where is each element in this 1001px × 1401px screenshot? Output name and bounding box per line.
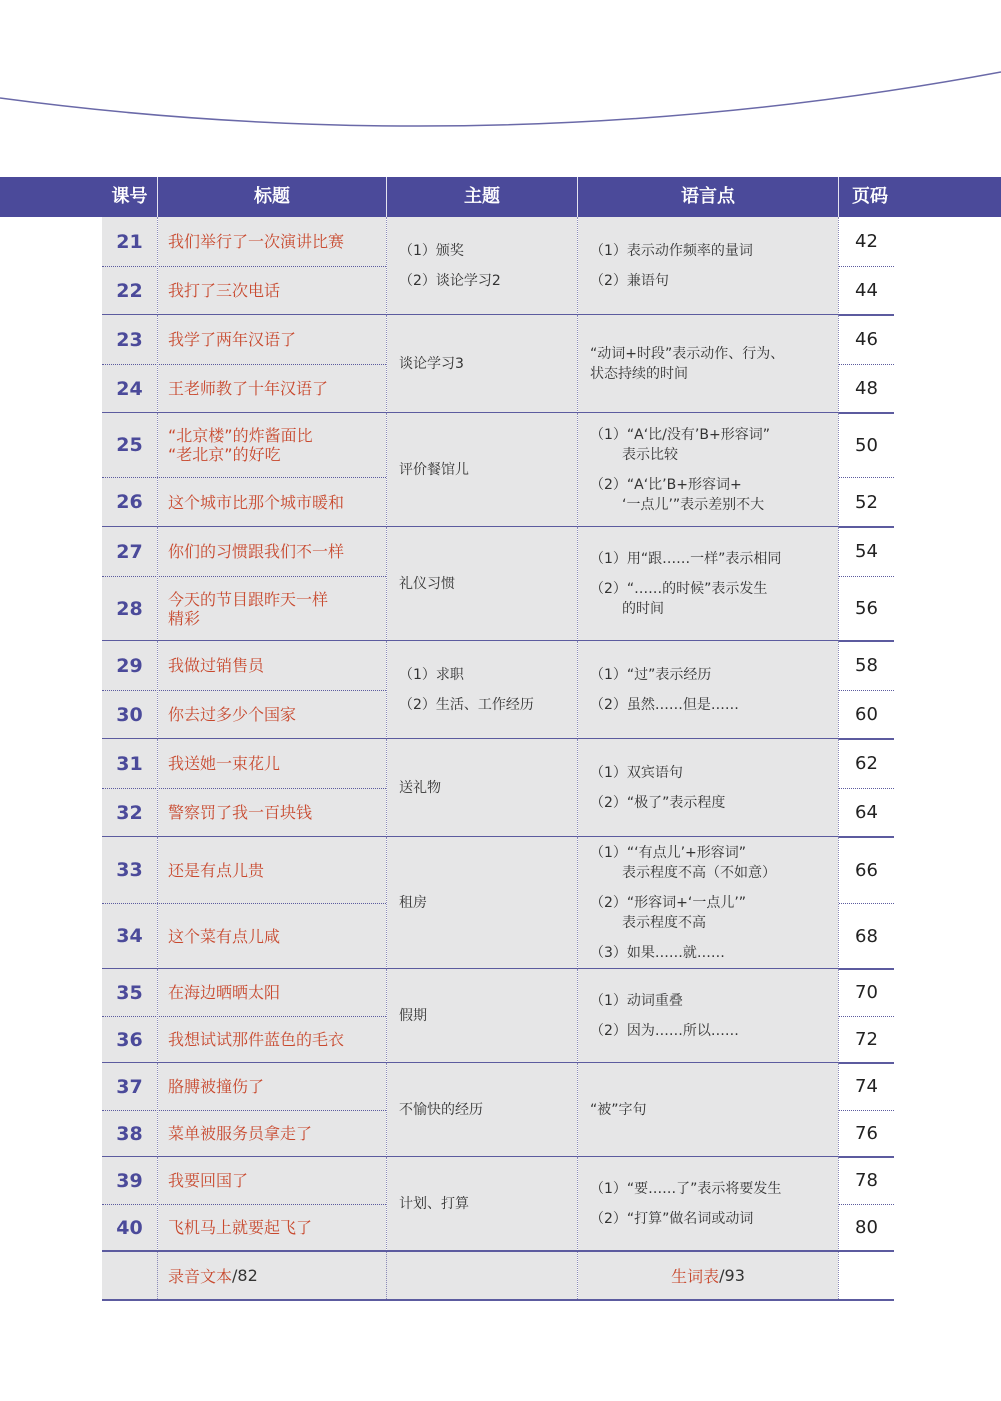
language-point-cell [578,527,838,641]
theme-cell [387,641,577,739]
lesson-title-text: 我做过销售员 [168,656,265,675]
page-number: 56 [855,598,878,619]
lesson-number: 23 [116,328,143,351]
page-number: 68 [855,925,878,947]
page-number: 58 [855,655,878,676]
lesson-title-link[interactable] [158,690,386,739]
language-point [590,793,830,813]
page-number: 54 [855,541,878,562]
column-divider [157,969,158,1063]
theme-item: （1）求职 [399,667,464,683]
column-divider [157,1252,158,1299]
transcript-page: /82 [232,1266,258,1285]
vocabulary-page: /93 [719,1266,745,1285]
page-number: 50 [855,434,878,456]
language-point [590,579,830,619]
theme-item: 不愉快的经历 [399,1102,483,1118]
column-divider [386,1063,387,1157]
theme-item: （2）生活、工作经历 [399,697,534,713]
column-divider [577,217,578,315]
page-number: 62 [855,753,878,774]
column-divider [386,413,387,527]
column-divider [157,837,158,969]
language-point-cell [578,217,838,315]
column-divider [157,413,158,527]
lesson-title-text: 王老师教了十年汉语了 [168,379,329,398]
language-point-cell [578,413,838,527]
language-point-cell [578,1063,838,1157]
column-divider [838,1157,839,1251]
column-divider [386,969,387,1063]
lesson-title-link[interactable] [158,217,386,266]
column-divider [386,1252,387,1299]
language-point-line: 的时间 [622,601,664,617]
column-divider [838,969,839,1063]
language-point-line: （1）“要……了”表示将要发生 [590,1181,782,1197]
lesson-title-text: 这个城市比那个城市暖和 [168,492,345,512]
lesson-number: 30 [116,703,143,726]
lesson-number: 31 [116,752,143,775]
lesson-title-text: 警察罚了我一百块钱 [168,803,313,822]
decorative-curve [0,0,1001,160]
theme-cell [387,969,577,1063]
theme-item: （2）谈论学习2 [399,273,501,289]
lesson-title-text: 这个菜有点儿咸 [168,926,281,946]
language-point-line: “被”字句 [590,1102,647,1118]
column-divider [577,739,578,837]
language-point-line: （1）“过”表示经历 [590,667,712,683]
transcript-link[interactable] [168,1252,368,1299]
column-divider [577,837,578,969]
lesson-title-text: 我学了两年汉语了 [168,330,297,349]
lesson-title-link[interactable] [158,477,386,527]
column-divider [838,1063,839,1157]
theme-cell [387,217,577,315]
language-point-cell [578,969,838,1063]
column-divider [577,641,578,739]
page-number: 70 [855,982,878,1003]
language-point [590,991,830,1011]
header-lesson-number: 课号 [111,186,148,207]
language-point-line: （2）“……的时候”表示发生 [590,581,768,597]
language-point-line: （2）因为……所以…… [590,1023,739,1039]
lesson-number: 38 [116,1122,143,1145]
table-bottom-rule [102,1299,894,1301]
language-point-cell [578,641,838,739]
lesson-title-link[interactable] [158,315,386,364]
header-title: 标题 [254,186,290,207]
lesson-title-link[interactable] [158,1204,386,1251]
page-number: 74 [855,1076,878,1097]
page-number: 48 [855,378,878,399]
language-point-line: （1）动词重叠 [590,993,683,1009]
page-number: 80 [855,1217,878,1238]
language-point-line: 表示程度不高（不如意） [622,865,776,881]
column-divider [386,837,387,969]
header-theme: 主题 [464,186,500,207]
language-point-line: （2）兼语句 [590,273,669,289]
vocabulary-label: 生词表 [671,1267,720,1286]
column-divider [577,969,578,1063]
language-point-line: （2）“打算”做名词或动词 [590,1211,754,1227]
lesson-title-link[interactable] [158,1110,386,1157]
lesson-title-link[interactable] [158,641,386,690]
lesson-title-text: 还是有点儿贵 [168,860,265,880]
page-number: 64 [855,802,878,823]
page-number: 76 [855,1123,878,1144]
language-point-line: （1）“A‘比/没有’B+形容词” [590,427,770,443]
language-point [590,763,830,783]
column-divider [386,217,387,315]
theme-item: 租房 [399,895,427,911]
column-divider [386,739,387,837]
language-point [590,665,830,685]
language-point-line: （3）如果……就…… [590,945,725,961]
lesson-title-text: 今天的节目跟昨天一样 精彩 [168,589,329,628]
column-divider [157,1063,158,1157]
language-point-cell [578,739,838,837]
page-number: 78 [855,1170,878,1191]
lesson-title-link[interactable] [158,837,386,903]
language-point-line: （2）“A‘比’B+形容词+ [590,477,742,493]
theme-item: 假期 [399,1008,427,1024]
column-divider [838,217,839,315]
lesson-title-text: 我想试试那件蓝色的毛衣 [168,1030,345,1049]
language-point-line: （1）“‘有点儿’+形容词” [590,845,747,861]
language-point [590,1209,830,1229]
table-header [0,177,1001,217]
theme-cell [387,315,577,413]
table-of-contents [0,217,1001,1317]
lesson-title-link[interactable] [158,1063,386,1110]
language-point-line: 表示程度不高 [622,915,706,931]
language-point-line: 状态持续的时间 [590,366,688,382]
theme-cell [387,739,577,837]
lesson-title-link[interactable] [158,969,386,1016]
column-divider [838,413,839,527]
lesson-title-text: 在海边晒晒太阳 [168,983,281,1002]
theme-item: 评价餐馆儿 [399,462,469,478]
theme-cell [387,837,577,969]
lesson-title-link[interactable] [158,739,386,788]
lesson-number: 24 [116,377,143,400]
lesson-title-link[interactable] [158,364,386,413]
page-number: 46 [855,329,878,350]
language-point [590,475,830,515]
lesson-number: 37 [116,1075,143,1098]
column-divider [838,1252,839,1299]
transcript-label: 录音文本 [168,1267,233,1286]
theme-item: 计划、打算 [399,1196,469,1212]
language-point [590,344,830,384]
vocabulary-link[interactable] [578,1252,838,1299]
column-divider [157,527,158,641]
header-page: 页码 [852,186,888,207]
column-divider [838,641,839,739]
language-point [590,425,830,465]
page-number: 52 [855,491,878,513]
page-number: 42 [855,231,878,252]
lesson-number: 32 [116,801,143,824]
language-point [590,843,830,883]
column-divider [157,1157,158,1251]
lesson-number: 26 [116,491,143,513]
language-point-line: （2）“极了”表示程度 [590,795,726,811]
column-divider [577,1063,578,1157]
lesson-number: 33 [116,859,143,881]
language-point-line: 表示比较 [622,447,678,463]
lesson-number: 36 [116,1028,143,1051]
language-point-cell [578,1157,838,1251]
lesson-title-text: 菜单被服务员拿走了 [168,1124,313,1143]
language-point-line: （1）表示动作频率的量词 [590,243,753,259]
column-divider [386,641,387,739]
page-number: 72 [855,1029,878,1050]
lesson-number: 28 [116,597,143,620]
language-point [590,271,830,291]
lesson-number: 27 [116,540,143,563]
column-divider [838,315,839,413]
language-point [590,943,830,963]
lesson-number: 29 [116,654,143,677]
language-point-line: （1）双宾语句 [590,765,683,781]
language-point [590,241,830,261]
theme-item: （1）颁奖 [399,243,464,259]
column-divider [577,1157,578,1251]
lesson-title-text: 我打了三次电话 [168,281,281,300]
page-number: 44 [855,280,878,301]
language-point [590,695,830,715]
page-number: 66 [855,859,878,881]
lesson-title-text: 胳膊被撞伤了 [168,1077,265,1096]
lesson-title-text: 我们举行了一次演讲比赛 [168,232,345,251]
language-point [590,1179,830,1199]
language-point [590,1021,830,1041]
lesson-title-link[interactable] [158,266,386,315]
column-divider [577,315,578,413]
theme-item: 送礼物 [399,780,441,796]
language-point-line: （1）用“跟……一样”表示相同 [590,551,782,567]
lesson-number: 21 [116,230,143,253]
lesson-title-text: 我送她一束花儿 [168,754,281,773]
theme-cell [387,527,577,641]
column-divider [157,739,158,837]
lesson-title-link[interactable] [158,1157,386,1204]
column-divider [577,413,578,527]
language-point-line: “动词+时段”表示动作、行为、 [590,346,785,362]
column-divider [577,1252,578,1299]
language-point [590,893,830,933]
page-number: 60 [855,704,878,725]
theme-cell [387,1157,577,1251]
lesson-number: 25 [116,434,143,456]
lesson-number: 22 [116,279,143,302]
lesson-title-text: “北京楼”的炸酱面比 “老北京”的好吃 [168,426,313,464]
language-point-line: ‘一点儿’”表示差别不大 [622,497,765,513]
theme-cell [387,1063,577,1157]
language-point-cell [578,315,838,413]
lesson-title-text: 飞机马上就要起飞了 [168,1218,313,1237]
column-divider [386,315,387,413]
column-divider [838,739,839,837]
language-point-cell [578,837,838,969]
theme-cell [387,413,577,527]
theme-item: 礼仪习惯 [399,576,455,592]
lesson-title-link[interactable] [158,1016,386,1063]
language-point [590,1100,830,1120]
lesson-number: 34 [116,925,143,947]
language-point-line: （2）虽然……但是…… [590,697,739,713]
language-point [590,549,830,569]
lesson-number: 39 [116,1169,143,1192]
lesson-number: 40 [116,1216,143,1239]
column-divider [157,315,158,413]
theme-item: 谈论学习3 [399,356,464,372]
column-divider [838,837,839,969]
lesson-title-link[interactable] [158,576,386,641]
lesson-title-text: 你们的习惯跟我们不一样 [168,542,345,561]
column-divider [157,217,158,315]
column-divider [577,527,578,641]
column-divider [838,527,839,641]
column-divider [386,1157,387,1251]
lesson-number: 35 [116,981,143,1004]
language-point-line: （2）“形容词+‘一点儿’” [590,895,747,911]
lesson-title-text: 我要回国了 [168,1171,249,1190]
lesson-title-text: 你去过多少个国家 [168,705,297,724]
lesson-title-link[interactable] [158,527,386,576]
lesson-title-link[interactable] [158,903,386,969]
lesson-title-link[interactable] [158,788,386,837]
column-divider [386,527,387,641]
header-language-points: 语言点 [681,186,735,207]
lesson-title-link[interactable] [158,413,386,477]
column-divider [157,641,158,739]
